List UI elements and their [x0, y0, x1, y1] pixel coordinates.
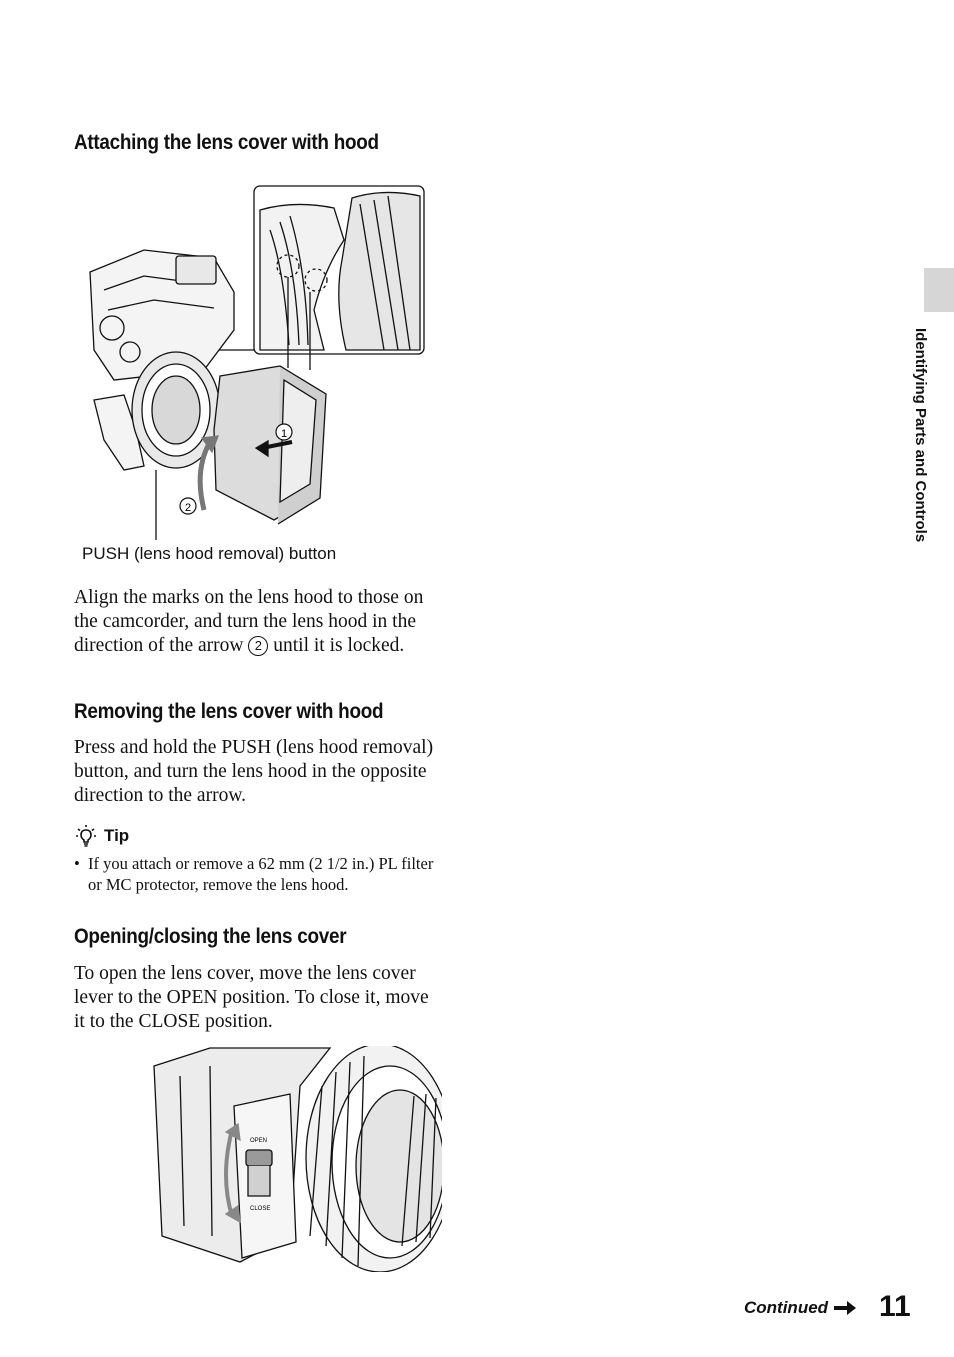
tip-list — [74, 853, 444, 895]
attach-text-start: Align the marks on the lens hood to those on the camcorder, and turn the lens hood in the direction of the arrow — [74, 587, 424, 656]
heading-attaching-lens-cover: Attaching the lens cover with hood — [74, 131, 379, 154]
lightbulb-icon — [76, 825, 96, 847]
tip-heading — [76, 825, 129, 847]
open-label: OPEN — [250, 1138, 268, 1144]
tip-item: • If you attach or remove a 62 mm (2 1/2 in.) PL filter or MC protector, remove the lens hood. — [74, 853, 444, 895]
callout-2: 2 — [184, 502, 192, 514]
remove-instructions: Press and hold the PUSH (lens hood removal) button, and turn the lens hood in the opposite direction to the arrow. — [74, 737, 434, 806]
continued-indicator — [744, 1298, 856, 1318]
continued-label: Continued — [744, 1298, 829, 1317]
close-label: CLOSE — [250, 1206, 271, 1212]
push-button-caption: PUSH (lens hood removal) button — [82, 544, 337, 563]
heading-opening-closing: Opening/closing the lens cover — [74, 925, 347, 948]
attach-instructions — [74, 586, 444, 658]
lens-hood-attach-illustration — [84, 180, 434, 542]
section-label: Identifying Parts and Controls — [912, 328, 929, 543]
heading-removing-lens-cover: Removing the lens cover with hood — [74, 700, 384, 723]
callout-1: 1 — [280, 428, 288, 440]
tip-label: Tip — [104, 826, 130, 845]
arrow-right-icon — [834, 1301, 856, 1315]
page-number: 11 — [879, 1290, 911, 1323]
lens-cover-lever-illustration — [150, 1046, 442, 1272]
open-close-instructions: To open the lens cover, move the lens cover lever to the OPEN position. To close it, move it to the CLOSE position. — [74, 963, 429, 1032]
section-tab — [924, 268, 954, 312]
arrow-2-marker: 2 — [248, 636, 268, 656]
attach-text-end: until it is locked. — [273, 635, 405, 656]
